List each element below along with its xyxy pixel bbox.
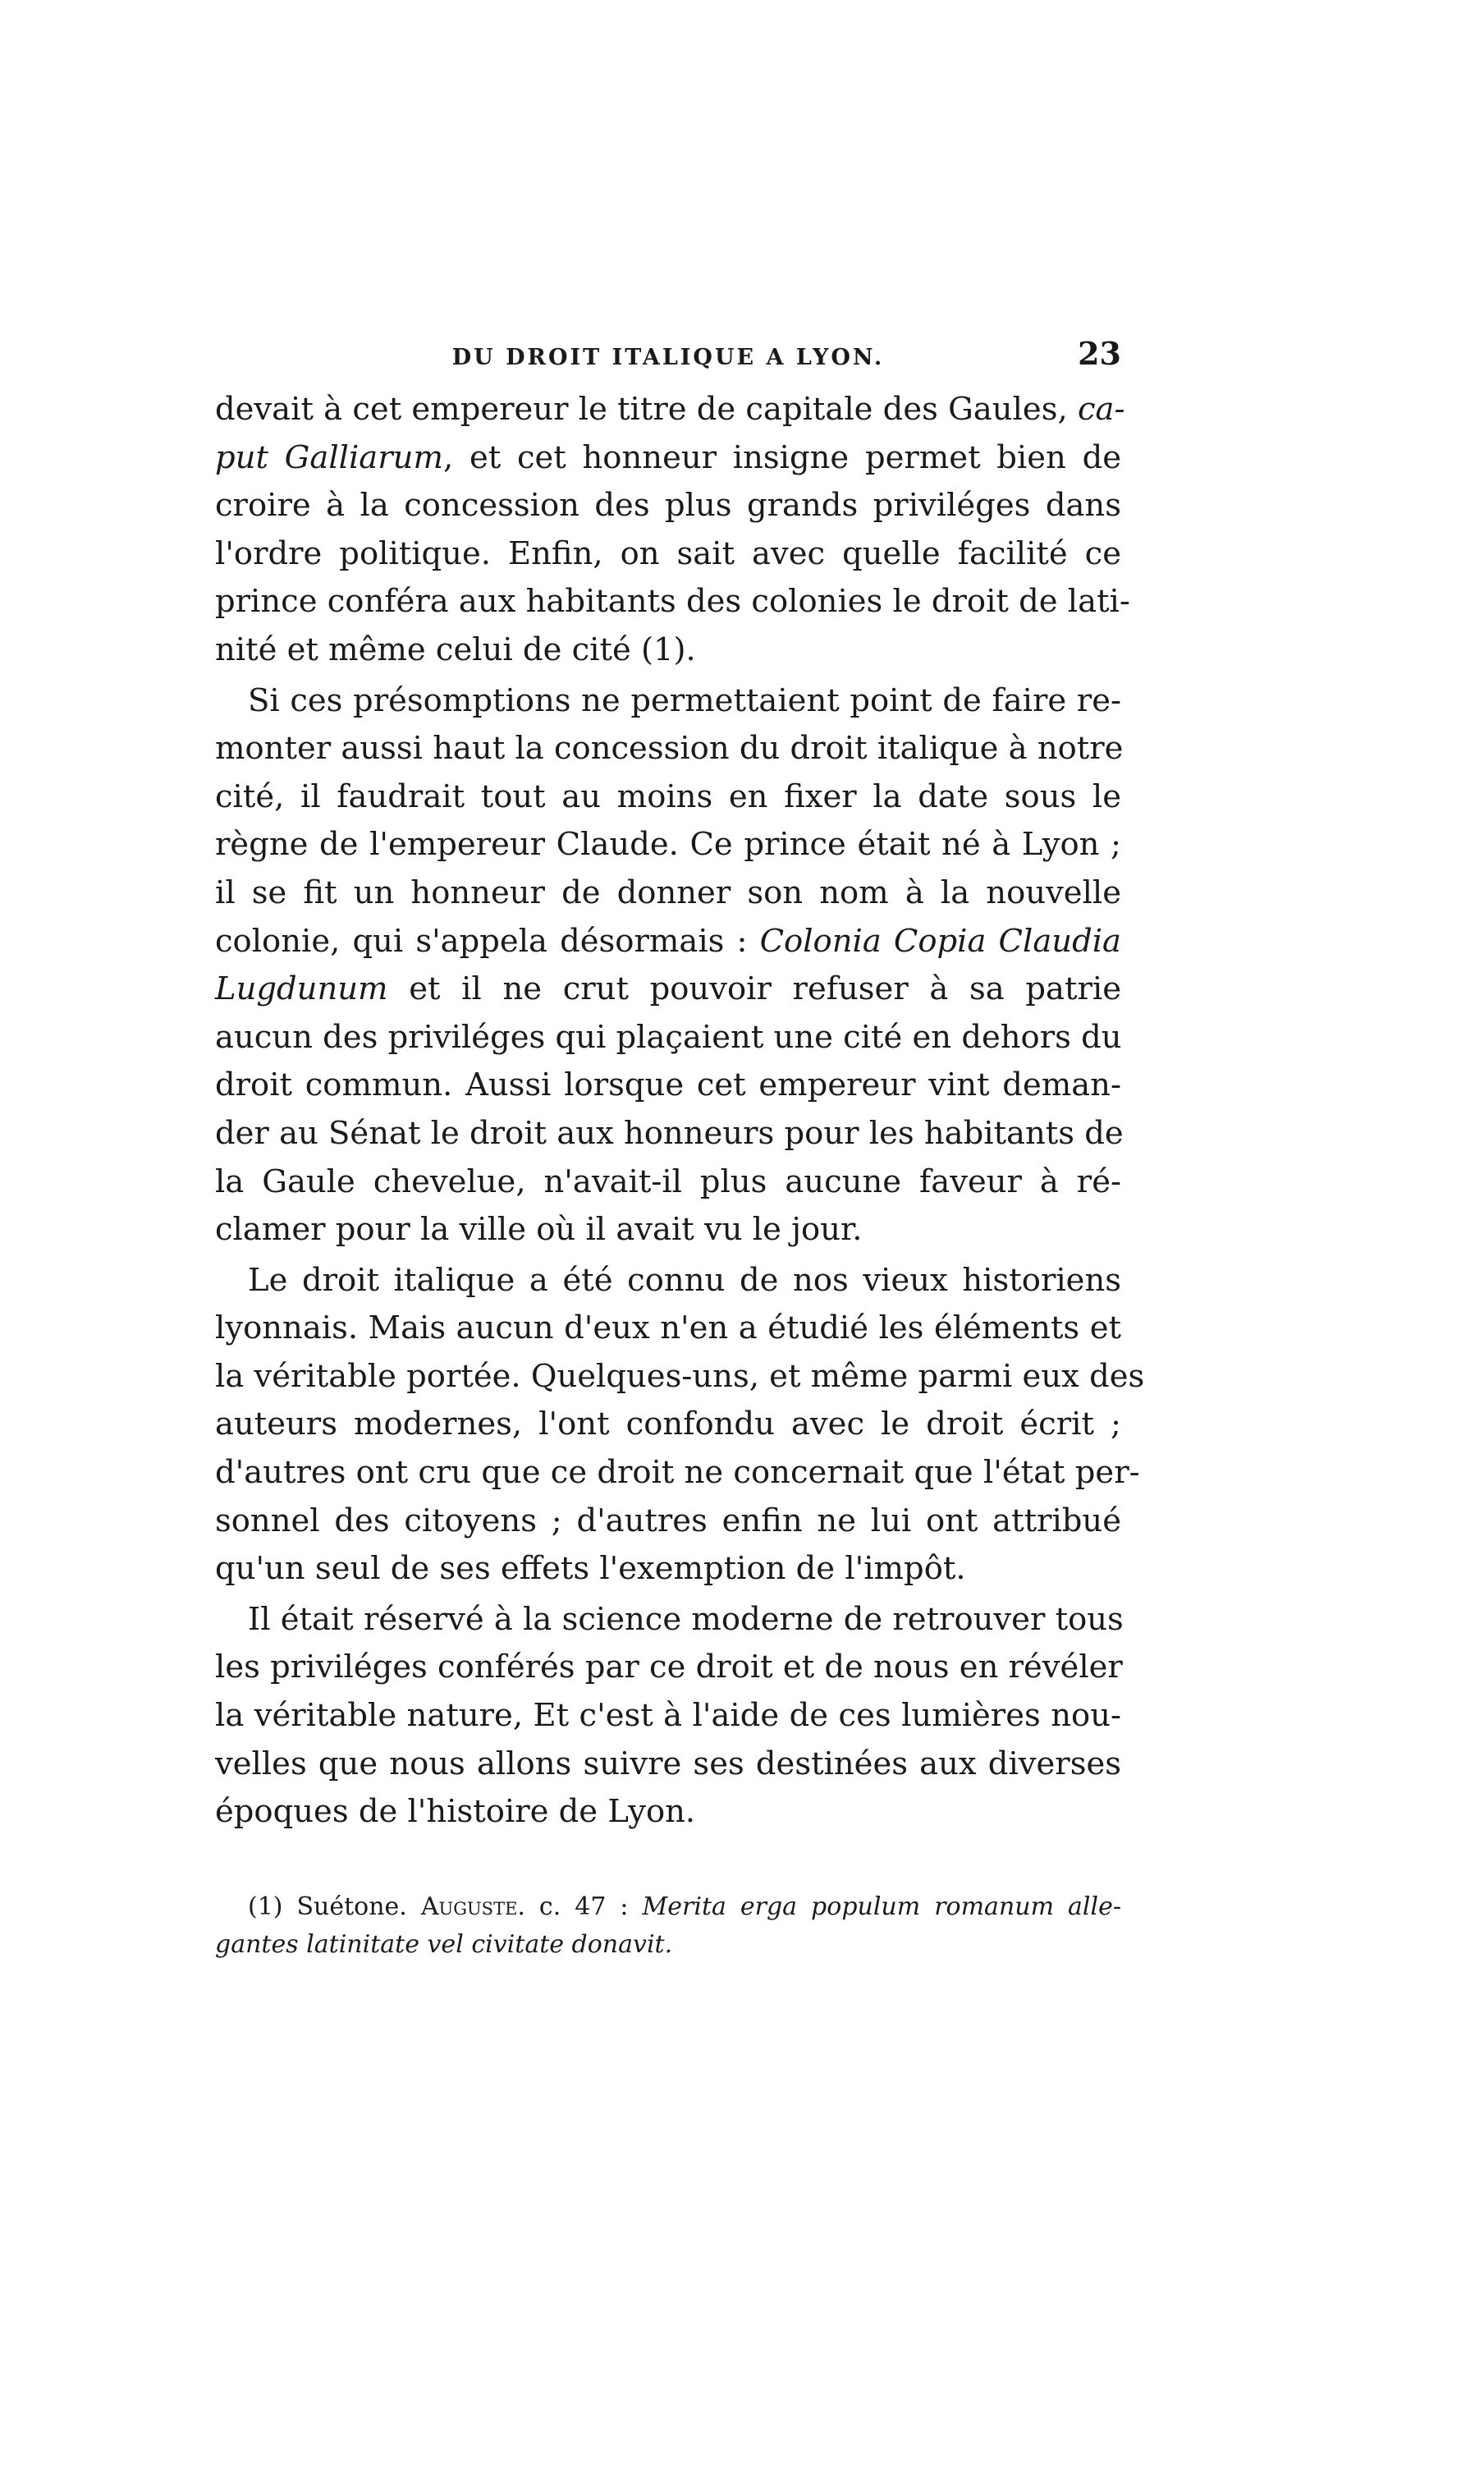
paragraph-4	[215, 1596, 1124, 1837]
text-line: nité et même celui de cité (1).	[215, 631, 696, 668]
text-line: la Gaule chevelue, n'avait-il plus aucune faveur à ré-	[215, 1163, 1121, 1200]
text-line: la véritable portée. Quelques-uns, et même parmi eux des	[215, 1357, 1145, 1395]
footnote	[215, 1888, 1121, 1964]
text-line: aucun des priviléges qui plaçaient une cité en dehors du	[215, 1018, 1122, 1056]
text-line: l'ordre politique. Enfin, on sait avec quelle facilité ce	[215, 534, 1121, 572]
text-line: devait à cet empereur le titre de capitale des Gaules, ca-	[215, 391, 1125, 428]
text-line: règne de l'empereur Claude. Ce prince était né à Lyon ;	[215, 826, 1121, 864]
text-line: auteurs modernes, l'ont confondu avec le droit écrit ;	[215, 1406, 1121, 1443]
text-line: der au Sénat le droit aux honneurs pour les habitants de	[215, 1114, 1124, 1152]
running-head	[215, 335, 1121, 378]
text-line: lyonnais. Mais aucun d'eux n'en a étudié les éléments et	[215, 1309, 1121, 1347]
text-line: put Galliarum, et cet honneur insigne permet bien de	[215, 438, 1121, 476]
text-line: d'autres ont cru que ce droit ne concernait que l'état per-	[215, 1454, 1140, 1492]
footnote-line: (1) Suétone. Auguste. c. 47 : Merita erga populum romanum alle-	[248, 1892, 1121, 1921]
text-line: sonnel des citoyens ; d'autres enfin ne lui ont attribué	[215, 1502, 1121, 1539]
text-line: monter aussi haut la concession du droit italique à notre	[215, 730, 1124, 768]
text-line: qu'un seul de ses effets l'exemption de l'impôt.	[215, 1550, 966, 1588]
text-line: époques de l'histoire de Lyon.	[215, 1793, 696, 1831]
text-line: colonie, qui s'appela désormais : Colonia Copia Claudia	[215, 922, 1121, 960]
paragraph-1	[215, 386, 1130, 675]
text-line: Lugdunum et il ne crut pouvoir refuser à sa patrie	[215, 970, 1121, 1008]
text-line: droit commun. Aussi lorsque cet empereur vint deman-	[215, 1066, 1121, 1104]
text-line: prince conféra aux habitants des colonies le droit de lati-	[215, 583, 1130, 621]
text-line: croire à la concession des plus grands priviléges dans	[215, 487, 1121, 525]
text-line: les priviléges conférés par ce droit et de nous en révéler	[215, 1649, 1123, 1686]
main-text	[215, 386, 1145, 1837]
text-line: Il était réservé à la science moderne de retrouver tous	[248, 1600, 1124, 1638]
page-number: 23	[1078, 335, 1121, 372]
paragraph-3	[215, 1257, 1145, 1594]
text-line: cité, il faudrait tout au moins en fixer la date sous le	[215, 777, 1121, 815]
footnote-line: gantes latinitate vel civitate donavit.	[215, 1930, 673, 1959]
text-line: velles que nous allons suivre ses destinées aux diverses	[215, 1745, 1121, 1782]
paragraph-2	[215, 677, 1124, 1254]
text-line: clamer pour la ville où il avait vu le jour.	[215, 1211, 863, 1249]
text-line: Le droit italique a été connu de nos vieux historiens	[248, 1261, 1121, 1299]
running-title: DU DROIT ITALIQUE A LYON.	[451, 345, 885, 370]
text-line: la véritable nature, Et c'est à l'aide de ces lumières nou-	[215, 1697, 1121, 1735]
text-line: Si ces présomptions ne permettaient point de faire re-	[248, 681, 1121, 719]
text-line: il se fit un honneur de donner son nom à la nouvelle	[215, 874, 1121, 911]
